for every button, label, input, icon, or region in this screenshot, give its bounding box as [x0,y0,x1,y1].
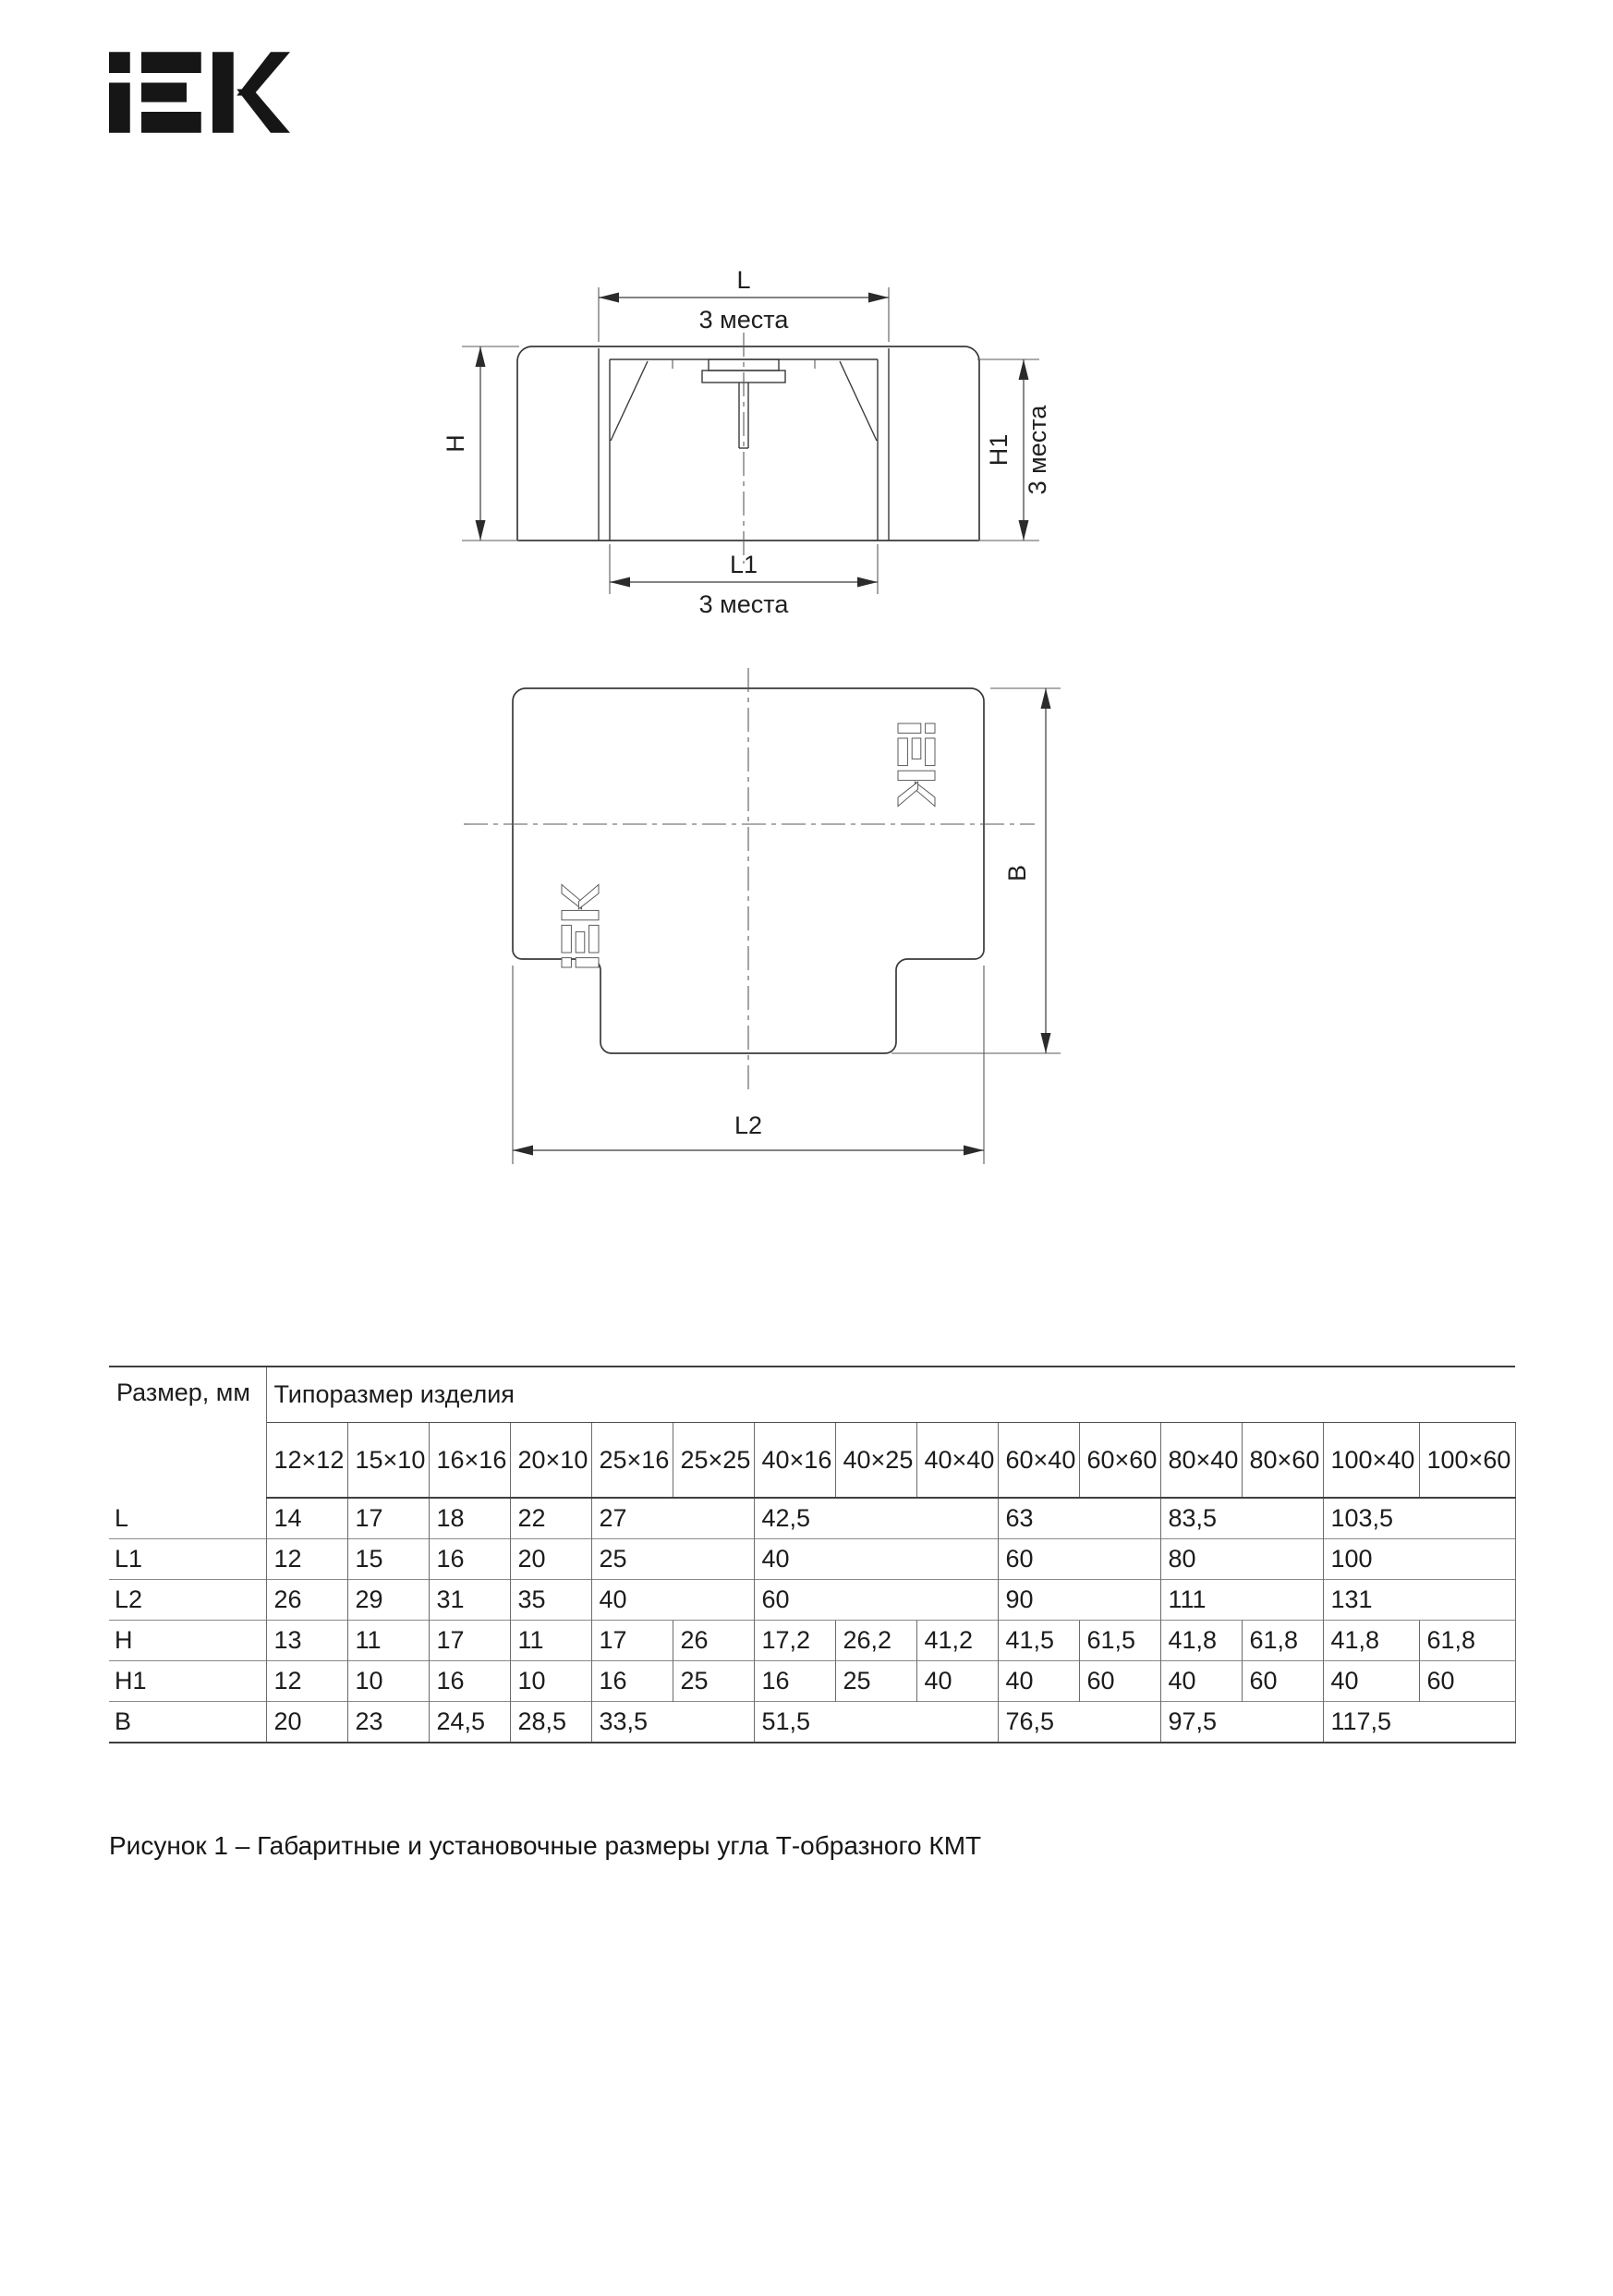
dim-label-L: L [736,266,751,294]
size-header-cell: 60×60 [1079,1423,1160,1499]
table-row [109,1539,1515,1580]
value-cell: 33,5 [591,1702,754,1743]
value-cell: 42,5 [754,1498,998,1539]
value-cell: 40 [1323,1661,1419,1702]
value-cell: 61,8 [1419,1621,1515,1661]
figure-caption: Рисунок 1 – Габаритные и установочные размеры угла Т-образного КМТ [109,1831,982,1860]
row-label-cell: L2 [109,1580,266,1621]
size-header-cell: 20×10 [510,1423,591,1499]
value-cell: 61,5 [1079,1621,1160,1661]
value-cell: 51,5 [754,1702,998,1743]
value-cell: 131 [1323,1580,1515,1621]
value-cell: 17 [429,1621,510,1661]
value-cell: 31 [429,1580,510,1621]
value-cell: 26 [673,1621,754,1661]
value-cell: 60 [998,1539,1160,1580]
value-cell: 24,5 [429,1702,510,1743]
size-header-cell: 25×16 [591,1423,673,1499]
value-cell: 111 [1160,1580,1323,1621]
size-table-wrap [109,1366,1516,1743]
value-cell: 16 [591,1661,673,1702]
dim-label-L1: L1 [729,551,758,578]
size-header-cell: 80×40 [1160,1423,1242,1499]
row-label-cell: H1 [109,1661,266,1702]
dim-label-L2: L2 [734,1112,763,1139]
value-cell: 27 [591,1498,754,1539]
value-cell: 60 [754,1580,998,1621]
brand-logo [109,52,290,133]
value-cell: 40 [591,1580,754,1621]
value-cell: 12 [266,1539,347,1580]
engraved-logo-bottom-left [562,884,599,967]
value-cell: 18 [429,1498,510,1539]
dim-note-L: 3 места [698,306,789,334]
row-label-cell: L1 [109,1539,266,1580]
value-cell: 25 [673,1661,754,1702]
dim-note-L1: 3 места [698,590,789,618]
value-cell: 20 [510,1539,591,1580]
size-header-cell: 100×60 [1419,1423,1515,1499]
value-cell: 16 [754,1661,835,1702]
value-cell: 40 [916,1661,998,1702]
value-cell: 15 [347,1539,429,1580]
value-cell: 35 [510,1580,591,1621]
value-cell: 61,8 [1242,1621,1323,1661]
row-label-cell: L [109,1498,266,1539]
corner-header-cell: Размер, мм [109,1367,266,1498]
size-table [109,1366,1516,1743]
value-cell: 41,8 [1160,1621,1242,1661]
value-cell: 17 [591,1621,673,1661]
value-cell: 29 [347,1580,429,1621]
value-cell: 100 [1323,1539,1515,1580]
size-header-cell: 40×16 [754,1423,835,1499]
size-header-cell: 40×40 [916,1423,998,1499]
table-row [109,1661,1515,1702]
size-header-cell: 80×60 [1242,1423,1323,1499]
size-header-cell: 25×25 [673,1423,754,1499]
value-cell: 11 [347,1621,429,1661]
value-cell: 17 [347,1498,429,1539]
table-row [109,1498,1515,1539]
value-cell: 41,5 [998,1621,1079,1661]
value-cell: 26,2 [835,1621,916,1661]
group-header-cell: Типоразмер изделия [266,1367,1515,1423]
value-cell: 60 [1079,1661,1160,1702]
value-cell: 12 [266,1661,347,1702]
value-cell: 83,5 [1160,1498,1323,1539]
value-cell: 14 [266,1498,347,1539]
size-header-cell: 100×40 [1323,1423,1419,1499]
value-cell: 20 [266,1702,347,1743]
front-view-drawing [305,152,1081,642]
value-cell: 10 [347,1661,429,1702]
value-cell: 103,5 [1323,1498,1515,1539]
value-cell: 41,2 [916,1621,998,1661]
value-cell: 10 [510,1661,591,1702]
row-label-cell: B [109,1702,266,1743]
value-cell: 60 [1419,1661,1515,1702]
value-cell: 40 [754,1539,998,1580]
value-cell: 76,5 [998,1702,1160,1743]
value-cell: 17,2 [754,1621,835,1661]
value-cell: 63 [998,1498,1160,1539]
value-cell: 40 [1160,1661,1242,1702]
engraved-logo-top-right [898,723,935,807]
size-header-cell: 60×40 [998,1423,1079,1499]
value-cell: 40 [998,1661,1079,1702]
dim-label-H1: H1 [985,433,1013,467]
table-row [109,1580,1515,1621]
size-header-cell: 16×16 [429,1423,510,1499]
top-view-drawing [443,661,1090,1178]
value-cell: 80 [1160,1539,1323,1580]
table-row [109,1702,1515,1743]
value-cell: 13 [266,1621,347,1661]
value-cell: 41,8 [1323,1621,1419,1661]
dim-note-H1: 3 места [1024,405,1051,495]
value-cell: 117,5 [1323,1702,1515,1743]
size-header-cell: 12×12 [266,1423,347,1499]
value-cell: 90 [998,1580,1160,1621]
brand-logo-glyph [109,52,290,133]
size-header-cell: 15×10 [347,1423,429,1499]
dim-label-B: B [1003,864,1031,882]
value-cell: 23 [347,1702,429,1743]
value-cell: 11 [510,1621,591,1661]
table-row [109,1621,1515,1661]
value-cell: 28,5 [510,1702,591,1743]
value-cell: 60 [1242,1661,1323,1702]
value-cell: 26 [266,1580,347,1621]
row-label-cell: H [109,1621,266,1661]
value-cell: 25 [835,1661,916,1702]
value-cell: 97,5 [1160,1702,1323,1743]
size-header-cell: 40×25 [835,1423,916,1499]
value-cell: 22 [510,1498,591,1539]
value-cell: 25 [591,1539,754,1580]
dim-label-H: H [442,434,469,453]
value-cell: 16 [429,1661,510,1702]
value-cell: 16 [429,1539,510,1580]
